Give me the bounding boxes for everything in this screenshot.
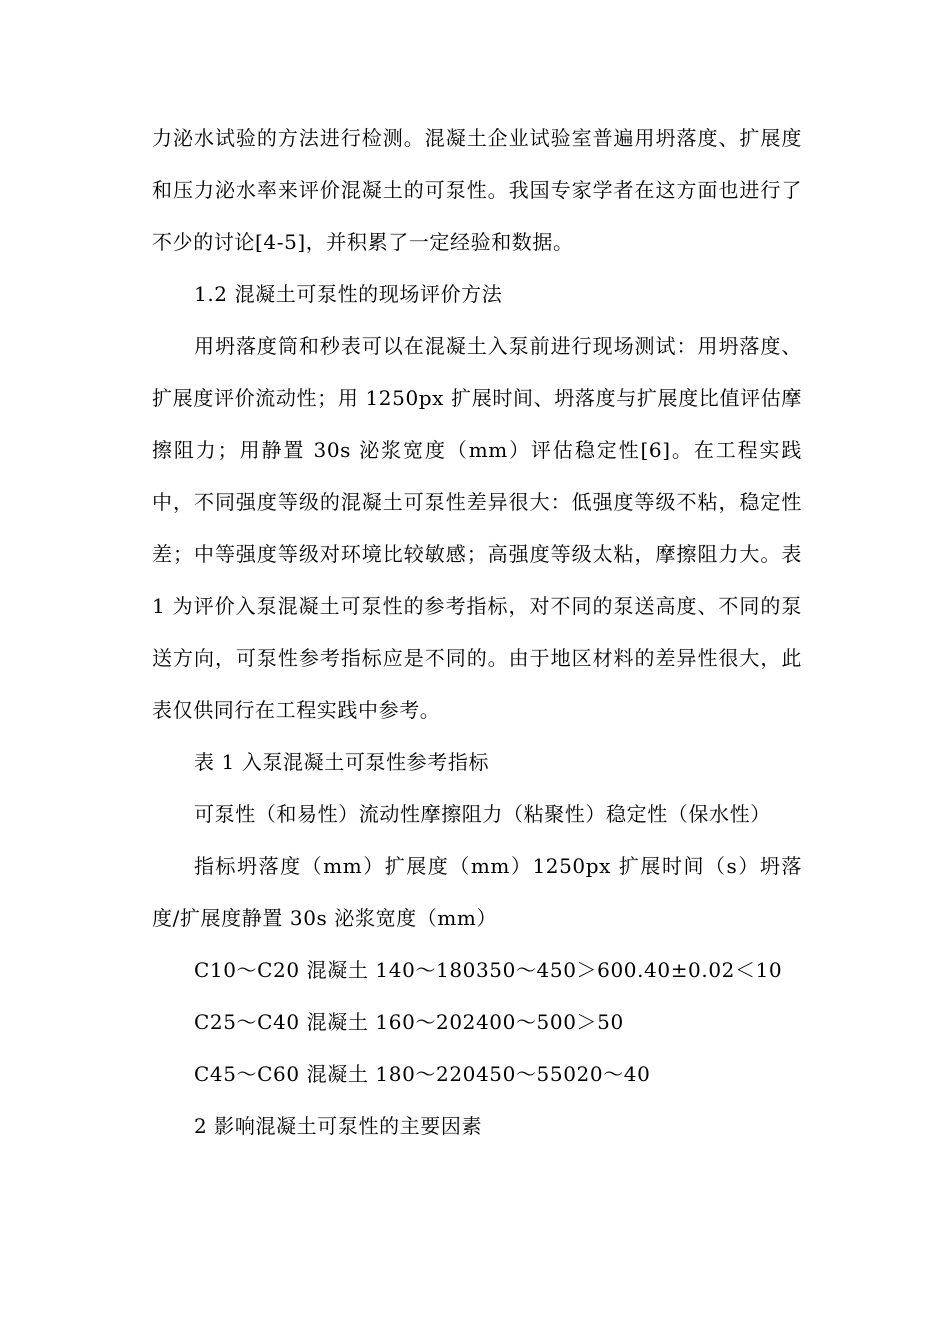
table-row-c25-c40: C25～C40 混凝土 160～202400～500＞50 xyxy=(194,1010,624,1034)
paragraph-intro-continuation: 力泌水试验的方法进行检测。混凝土企业试验室普遍用坍落度、扩展度和压力泌水率来评价混凝土的可泵性。我国专家学者在这方面也进行了不少的讨论[4-5]，并积累了一定经验和数据。 xyxy=(152,126,802,254)
paragraph-field-test: 用坍落度筒和秒表可以在混凝土入泵前进行现场测试：用坍落度、扩展度评价流动性；用 1250px 扩展时间、坍落度与扩展度比值评估摩擦阻力；用静置 30s 泌浆宽度（mm）评估稳定性[6]。在工程实践中，不同强度等级的混凝土可泵性差异很大：低强度等级不粘，稳定性差；中等强度等级对环境比较敏感；高强度等级太粘，摩擦阻力大。表 1 为评价入泵混凝土可泵性的参考指标，对不同的泵送高度、不同的泵送方向，可泵性参考指标应是不同的。由于地区材料的差异性很大，此表仅供同行在工程实践中参考。 xyxy=(152,334,802,722)
table-row-c10-c20: C10～C20 混凝土 140～180350～450＞600.40±0.02＜10 xyxy=(194,958,783,982)
section-heading-1-2: 1.2 混凝土可泵性的现场评价方法 xyxy=(194,282,503,306)
table-caption: 表 1 入泵混凝土可泵性参考指标 xyxy=(194,750,490,774)
table-header-row-2: 指标坍落度（mm）扩展度（mm）1250px 扩展时间（s）坍落度/扩展度静置 30s 泌浆宽度（mm） xyxy=(152,854,802,930)
section-heading-2: 2 影响混凝土可泵性的主要因素 xyxy=(194,1114,483,1138)
document-body xyxy=(152,112,802,1152)
table-row-c45-c60: C45～C60 混凝土 180～220450～55020～40 xyxy=(194,1062,651,1086)
table-header-row-1: 可泵性（和易性）流动性摩擦阻力（粘聚性）稳定性（保水性） xyxy=(194,802,771,826)
